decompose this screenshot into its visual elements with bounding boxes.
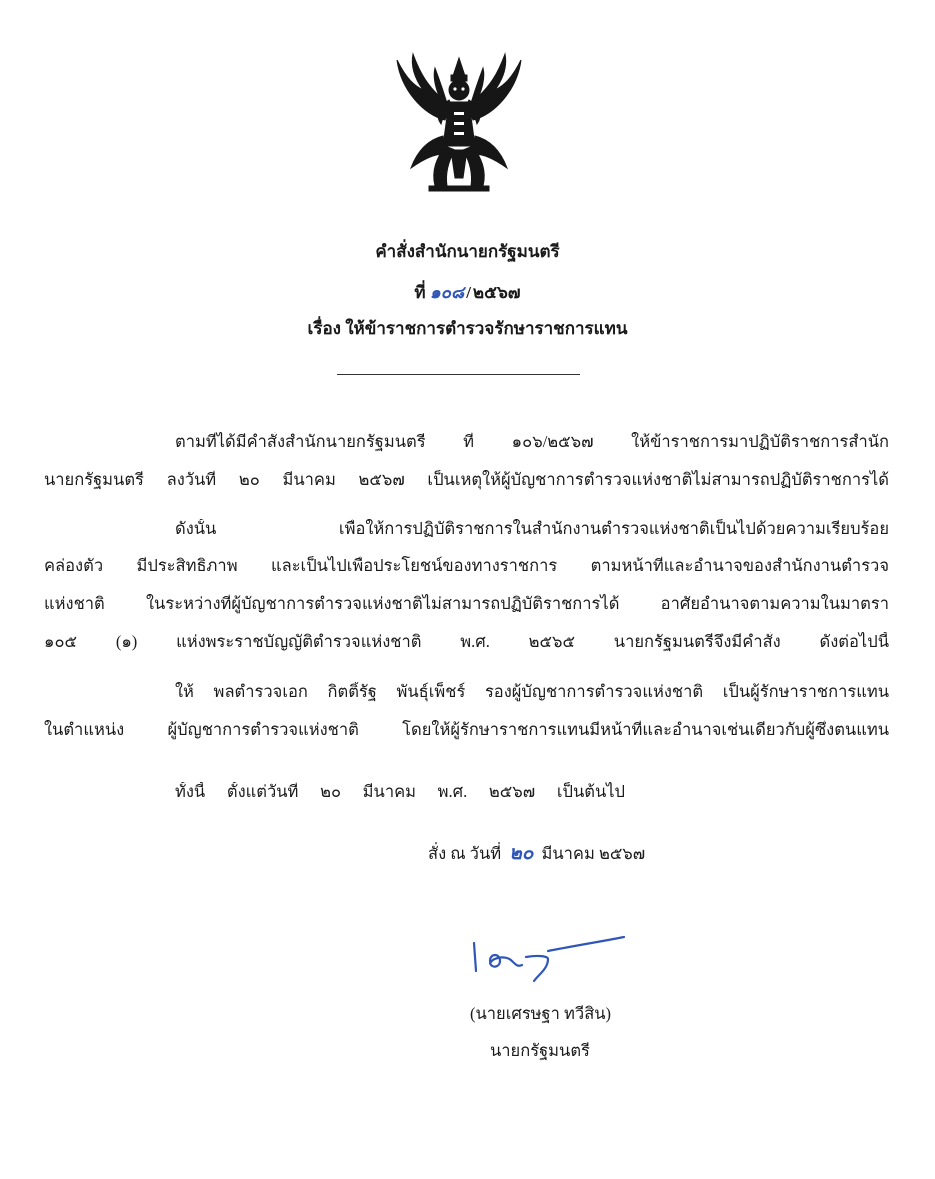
order-title: คำสั่งสำนักนายกรัฐมนตรี	[375, 242, 560, 261]
order-number-handwritten: ๑๐๘	[429, 283, 465, 302]
signature-image	[468, 925, 628, 985]
garuda-emblem-icon	[383, 50, 535, 200]
order-date-day-handwritten: ๒๐	[509, 843, 534, 864]
order-number-prefix: ที่	[414, 283, 426, 302]
paragraph-2-line-4: ๑๐๕ (๑) แห่งพระราชบัญญัติตำรวจแห่งชาติ พ.ศ. ๒๕๖๕ นายกรัฐมนตรีจึงมีคำสั่ง ดังต่อไปนี้	[44, 632, 889, 651]
order-number-separator: /	[466, 283, 471, 302]
paragraph-4: ทั้งนี้ ตั้งแต่วันที่ ๒๐ มีนาคม พ.ศ. ๒๕๖๗ เป็นต้นไป	[175, 782, 625, 801]
paragraph-2-line-3: แห่งชาติ ในระหว่างที่ผู้บัญชาการตำรวจแห่งชาติไม่สามารถปฏิบัติราชการได้ อาศัยอำนาจตามความในมาตรา	[44, 594, 889, 613]
signer-name: (นายเศรษฐา ทวีสิน)	[470, 1004, 612, 1023]
order-date	[428, 843, 645, 865]
paragraph-2-line-2: คล่องตัว มีประสิทธิภาพ และเป็นไปเพื่อประโยชน์ของทางราชการ ตามหน้าที่และอำนาจของสำนักงานตำรวจ	[44, 556, 889, 575]
signer-position: นายกรัฐมนตรี	[490, 1041, 590, 1060]
order-date-prefix: สั่ง ณ วันที่	[428, 844, 502, 863]
paragraph-2-line-1: ดังนั้น เพื่อให้การปฏิบัติราชการในสำนักงานตำรวจแห่งชาติเป็นไปด้วยความเรียบร้อย	[175, 519, 889, 538]
header-divider	[337, 374, 580, 375]
paragraph-1-line-2: นายกรัฐมนตรี ลงวันที่ ๒๐ มีนาคม ๒๕๖๗ เป็นเหตุให้ผู้บัญชาการตำรวจแห่งชาติไม่สามารถปฏิบัติราชการได้	[44, 470, 889, 489]
order-number-year: ๒๕๖๗	[472, 283, 521, 302]
paragraph-3-line-1: ให้ พลตำรวจเอก กิตติ์รัฐ พันธุ์เพ็ชร์ รองผู้บัญชาการตำรวจแห่งชาติ เป็นผู้รักษาราชการแทน	[175, 682, 889, 701]
order-date-month-year: มีนาคม ๒๕๖๗	[541, 844, 646, 863]
paragraph-1-line-1: ตามที่ได้มีคำสั่งสำนักนายกรัฐมนตรี ที่ ๑๐๖/๒๕๖๗ ให้ข้าราชการมาปฏิบัติราชการสำนัก	[175, 432, 889, 451]
order-subject: เรื่อง ให้ข้าราชการตำรวจรักษาราชการแทน	[307, 319, 628, 338]
paragraph-3-line-2: ในตำแหน่ง ผู้บัญชาการตำรวจแห่งชาติ โดยให้ผู้รักษาราชการแทนมีหน้าที่และอำนาจเช่นเดียวกับผู้ซึ่งตนแทน	[44, 720, 889, 739]
order-number	[0, 282, 935, 304]
